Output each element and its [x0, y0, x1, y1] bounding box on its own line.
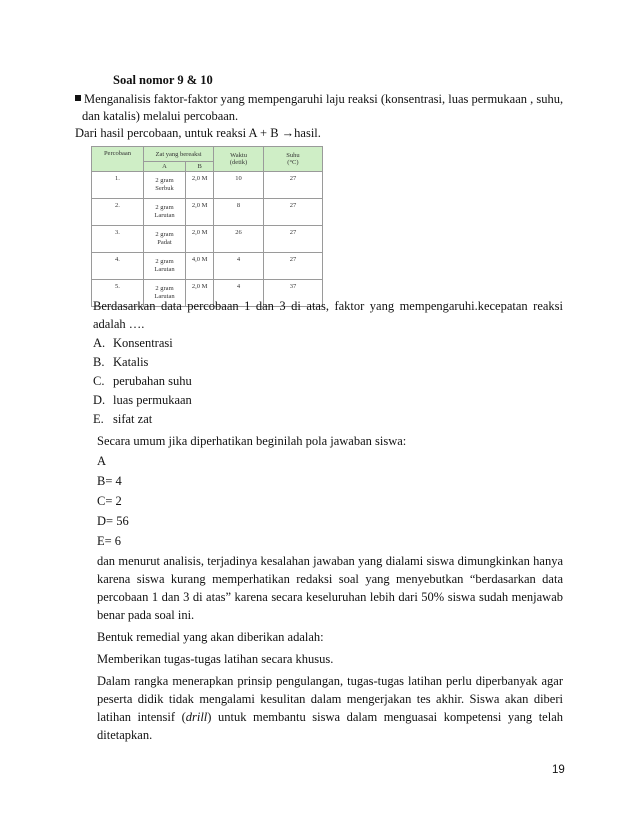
header-b: B: [186, 162, 214, 172]
cell-b: 2,0 M: [186, 199, 214, 226]
cell-waktu: 26: [214, 226, 264, 253]
cell-no: 5.: [92, 280, 144, 307]
analysis-section: [97, 432, 563, 744]
cell-no: 3.: [92, 226, 144, 253]
cell-suhu: 27: [263, 199, 322, 226]
cell-b: 2,0 M: [186, 226, 214, 253]
cell-no: 2.: [92, 199, 144, 226]
cell-no: 4.: [92, 253, 144, 280]
option-label: C.: [93, 374, 105, 388]
table-row: [92, 226, 323, 253]
header-a: A: [143, 162, 185, 172]
cell-no: 1.: [92, 172, 144, 199]
option-text: luas permukaan: [113, 393, 192, 407]
answer-count: D= 56: [97, 514, 129, 528]
objective-text-1: Menganalisis faktor-faktor yang mempengaruhi laju reaksi (konsentrasi, luas permukaan , suhu,: [84, 92, 564, 106]
table-row: [92, 172, 323, 199]
answer-options: [93, 334, 192, 429]
header-suhu: Suhu (°C): [263, 147, 322, 172]
answer-count: A: [97, 454, 107, 468]
cell-b: 4,0 M: [186, 253, 214, 280]
cell-a: 2 gram Padat: [143, 226, 185, 253]
option-text: Katalis: [113, 355, 149, 369]
analysis-paragraph: dan menurut analisis, terjadinya kesalahan jawaban yang dialami siswa dimungkinkan hanya karena siswa kurang memperhatikan redaksi soal yang menyebutkan “berdasarkan data percobaan 1 dan 3 di atas” karena secara keseluruhan lebih dari 50% siswa sudah menjawab benar pada soal ini.: [97, 554, 563, 622]
answer-count: C= 2: [97, 494, 122, 508]
closing-paragraph: Dalam rangka menerapkan prinsip pengulangan, tugas-tugas latihan perlu diperbanyak agar peserta didik tidak mengalami kesulitan dalam mengerjakan tes akhir. Siswa akan diberi latihan intensif (drill) untuk membantu siswa dalam menguasai kompetensi yang telah ditetapkan.: [97, 674, 563, 742]
cell-a: 2 gram Serbuk: [143, 172, 185, 199]
option-label: E.: [93, 412, 104, 426]
table-row: [92, 199, 323, 226]
option-text: sifat zat: [113, 412, 153, 426]
option-label: B.: [93, 355, 105, 369]
square-bullet-icon: [75, 95, 81, 101]
cell-suhu: 27: [263, 253, 322, 280]
cell-suhu: 37: [263, 280, 322, 307]
answer-distribution: [97, 452, 563, 552]
header-percobaan: Percobaan: [92, 147, 144, 172]
cell-a: 2 gram Larutan: [143, 253, 185, 280]
option-text: perubahan suhu: [113, 374, 192, 388]
cell-b: 2,0 M: [186, 172, 214, 199]
question-text: Berdasarkan data percobaan 1 dan 3 di atas, faktor yang mempengaruhi.kecepatan reaksi adalah ….: [93, 299, 563, 331]
option-text: Konsentrasi: [113, 336, 173, 350]
option-item: [93, 353, 192, 372]
cell-a: 2 gram Larutan: [143, 280, 185, 307]
header-waktu: Waktu (detik): [214, 147, 264, 172]
reaction-intro: Dari hasil percobaan, untuk reaksi A + B →hasil.: [75, 126, 321, 140]
option-item: [93, 391, 192, 410]
header-zat: Zat yang bereaksi: [143, 147, 213, 162]
option-item: [93, 372, 192, 391]
objective-bullet: [75, 91, 575, 125]
cell-a: 2 gram Larutan: [143, 199, 185, 226]
page-number: 19: [552, 764, 565, 776]
cell-waktu: 4: [214, 253, 264, 280]
option-item: [93, 410, 192, 429]
remedial-action: Memberikan tugas-tugas latihan secara khusus.: [97, 652, 334, 666]
cell-suhu: 27: [263, 172, 322, 199]
objective-text-2: dan katalis) melalui percobaan.: [82, 109, 239, 123]
answer-count: E= 6: [97, 534, 122, 548]
cell-suhu: 27: [263, 226, 322, 253]
experiment-table: [91, 146, 323, 307]
cell-waktu: 4: [214, 280, 264, 307]
section-heading: Soal nomor 9 & 10: [113, 73, 213, 87]
pattern-intro: Secara umum jika diperhatikan beginilah pola jawaban siswa:: [97, 434, 407, 448]
option-label: A.: [93, 336, 106, 350]
remedial-intro: Bentuk remedial yang akan diberikan adalah:: [97, 630, 324, 644]
cell-waktu: 10: [214, 172, 264, 199]
table-row: [92, 253, 323, 280]
option-item: [93, 334, 192, 353]
cell-waktu: 8: [214, 199, 264, 226]
option-label: D.: [93, 393, 106, 407]
answer-count: B= 4: [97, 474, 122, 488]
drill-term: drill: [185, 710, 208, 724]
cell-b: 2,0 M: [186, 280, 214, 307]
